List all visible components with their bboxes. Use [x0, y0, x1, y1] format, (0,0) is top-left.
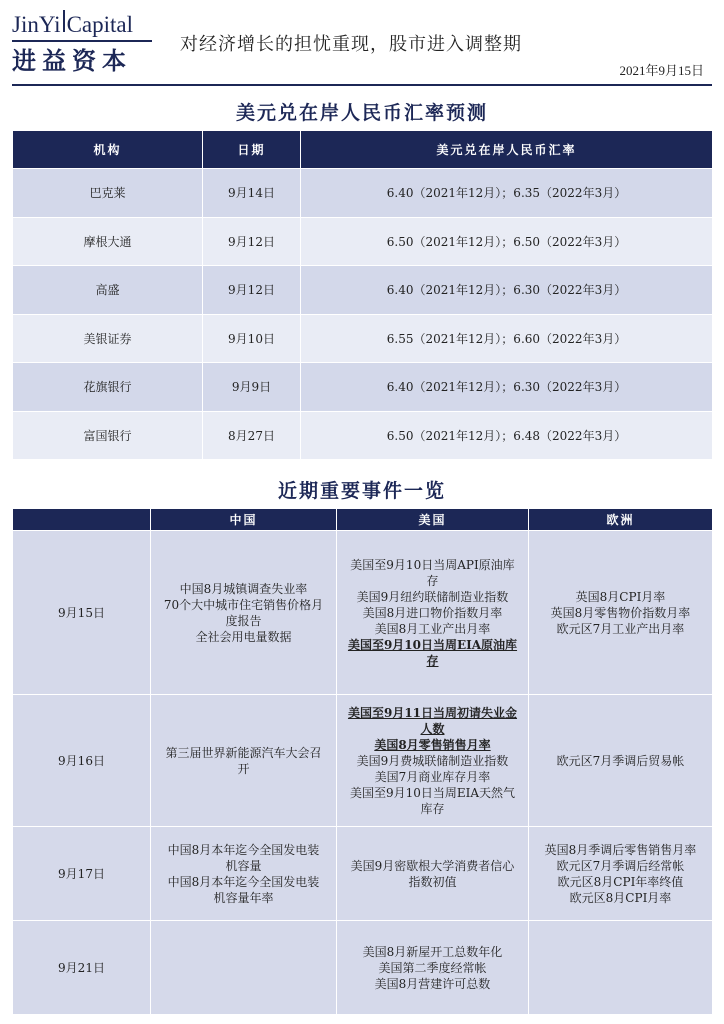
fx-forecast-table [12, 130, 713, 460]
events-table [12, 508, 713, 1015]
fx-date: 9月12日 [203, 217, 301, 266]
logo-english [12, 10, 152, 42]
event-china [151, 827, 337, 921]
event-date: 9月21日 [13, 921, 151, 1015]
fx-forecast: 6.40（2021年12月）；6.30（2022年3月） [301, 266, 713, 315]
event-line: 欧元区8月CPI年率终值 [557, 874, 684, 889]
event-line: 存 [426, 573, 439, 588]
fx-institution: 美银证券 [13, 314, 203, 363]
event-line: 美国至9月10日当周EIA天然气 [349, 785, 516, 800]
fx-col-institution: 机构 [13, 131, 203, 169]
event-line: 指数初值 [408, 874, 457, 889]
fx-forecast: 6.40（2021年12月）；6.30（2022年3月） [301, 363, 713, 412]
fx-date: 8月27日 [203, 411, 301, 460]
table-row [13, 695, 713, 827]
event-line-highlight: 美国至9月10日当周EIA原油库 [347, 637, 518, 652]
logo-en-jin: Jin [12, 12, 39, 37]
fx-header-row [13, 131, 713, 169]
event-europe [529, 921, 713, 1015]
logo-en-capital: Capital [66, 12, 134, 37]
event-line: 美国9月纽约联储制造业指数 [356, 589, 509, 604]
event-china [151, 695, 337, 827]
event-line: 美国8月工业产出月率 [374, 621, 491, 636]
report-headline: 对经济增长的担忧重现，股市进入调整期 [180, 34, 522, 55]
report-date: 2021年9月15日 [619, 63, 704, 78]
fx-section-title: 美元兑在岸人民币汇率预测 [235, 102, 488, 124]
event-line: 中国8月城镇调查失业率 [179, 581, 308, 596]
event-line: 机容量年率 [213, 890, 274, 905]
event-line: 美国8月新屋开工总数年化 [362, 944, 503, 959]
event-line-highlight: 存 [426, 653, 439, 668]
event-line: 库存 [420, 801, 445, 816]
fx-institution: 富国银行 [13, 411, 203, 460]
event-line-highlight: 人数 [420, 721, 445, 736]
event-us [337, 695, 529, 827]
event-line: 美国7月商业库存月率 [374, 769, 491, 784]
fx-institution: 花旗银行 [13, 363, 203, 412]
table-row [13, 169, 713, 218]
event-line: 全社会用电量数据 [195, 629, 292, 644]
fx-date: 9月14日 [203, 169, 301, 218]
fx-date: 9月9日 [203, 363, 301, 412]
event-line: 欧元区8月CPI月率 [569, 890, 672, 905]
event-europe [529, 827, 713, 921]
event-line: 美国第二季度经常帐 [378, 960, 487, 975]
page-header [0, 0, 724, 88]
event-europe [529, 695, 713, 827]
event-line: 美国至9月10日当周API原油库 [350, 557, 515, 572]
events-col-china: 中国 [151, 509, 337, 531]
fx-col-date: 日期 [203, 131, 301, 169]
event-line: 英国8月CPI月率 [575, 589, 666, 604]
event-line: 美国8月进口物价指数月率 [362, 605, 503, 620]
fx-institution: 摩根大通 [13, 217, 203, 266]
fx-institution: 巴克莱 [13, 169, 203, 218]
logo-divider [63, 10, 65, 32]
event-line-highlight: 美国8月零售销售月率 [374, 737, 491, 752]
logo-en-yi: Yi [38, 12, 61, 37]
fx-col-forecast: 美元兑在岸人民币汇率 [301, 131, 713, 169]
fx-date: 9月10日 [203, 314, 301, 363]
event-line: 英国8月季调后零售销售月率 [544, 842, 697, 857]
events-col-date [13, 509, 151, 531]
event-line: 度报告 [225, 613, 262, 628]
event-line: 美国8月营建许可总数 [374, 976, 491, 991]
fx-forecast: 6.55（2021年12月）；6.60（2022年3月） [301, 314, 713, 363]
events-col-europe: 欧洲 [529, 509, 713, 531]
event-line: 欧元区7月工业产出月率 [556, 621, 685, 636]
event-line-highlight: 美国至9月11日当周初请失业金 [347, 705, 518, 720]
table-row [13, 411, 713, 460]
event-us [337, 921, 529, 1015]
table-row [13, 217, 713, 266]
event-date: 9月15日 [13, 531, 151, 695]
table-row [13, 531, 713, 695]
event-china [151, 531, 337, 695]
events-col-us: 美国 [337, 509, 529, 531]
event-europe [529, 531, 713, 695]
event-line: 中国8月本年迄今全国发电装 [167, 842, 320, 857]
events-header-row [13, 509, 713, 531]
event-date: 9月17日 [13, 827, 151, 921]
event-line: 英国8月零售物价指数月率 [550, 605, 691, 620]
events-section-title: 近期重要事件一览 [277, 480, 446, 502]
event-line: 欧元区7月季调后贸易帐 [556, 753, 685, 768]
fx-forecast: 6.50（2021年12月）；6.48（2022年3月） [301, 411, 713, 460]
event-line: 美国9月费城联储制造业指数 [356, 753, 509, 768]
event-line: 美国9月密歇根大学消费者信心 [350, 858, 515, 873]
table-row [13, 827, 713, 921]
fx-forecast: 6.50（2021年12月）；6.50（2022年3月） [301, 217, 713, 266]
fx-institution: 高盛 [13, 266, 203, 315]
event-line: 70个大中城市住宅销售价格月 [163, 597, 324, 612]
event-us [337, 531, 529, 695]
table-row [13, 921, 713, 1015]
event-line: 开 [237, 761, 250, 776]
table-row [13, 266, 713, 315]
table-row [13, 363, 713, 412]
event-line: 机容量 [225, 858, 262, 873]
fx-date: 9月12日 [203, 266, 301, 315]
company-logo [12, 10, 152, 76]
event-date: 9月16日 [13, 695, 151, 827]
event-line: 第三届世界新能源汽车大会召 [165, 745, 322, 760]
event-line: 中国8月本年迄今全国发电装 [167, 874, 320, 889]
logo-chinese: 进益资本 [12, 47, 132, 75]
header-divider [12, 84, 712, 86]
fx-forecast: 6.40（2021年12月）；6.35（2022年3月） [301, 169, 713, 218]
event-us [337, 827, 529, 921]
event-china [151, 921, 337, 1015]
table-row [13, 314, 713, 363]
event-line: 欧元区7月季调后经常帐 [556, 858, 685, 873]
